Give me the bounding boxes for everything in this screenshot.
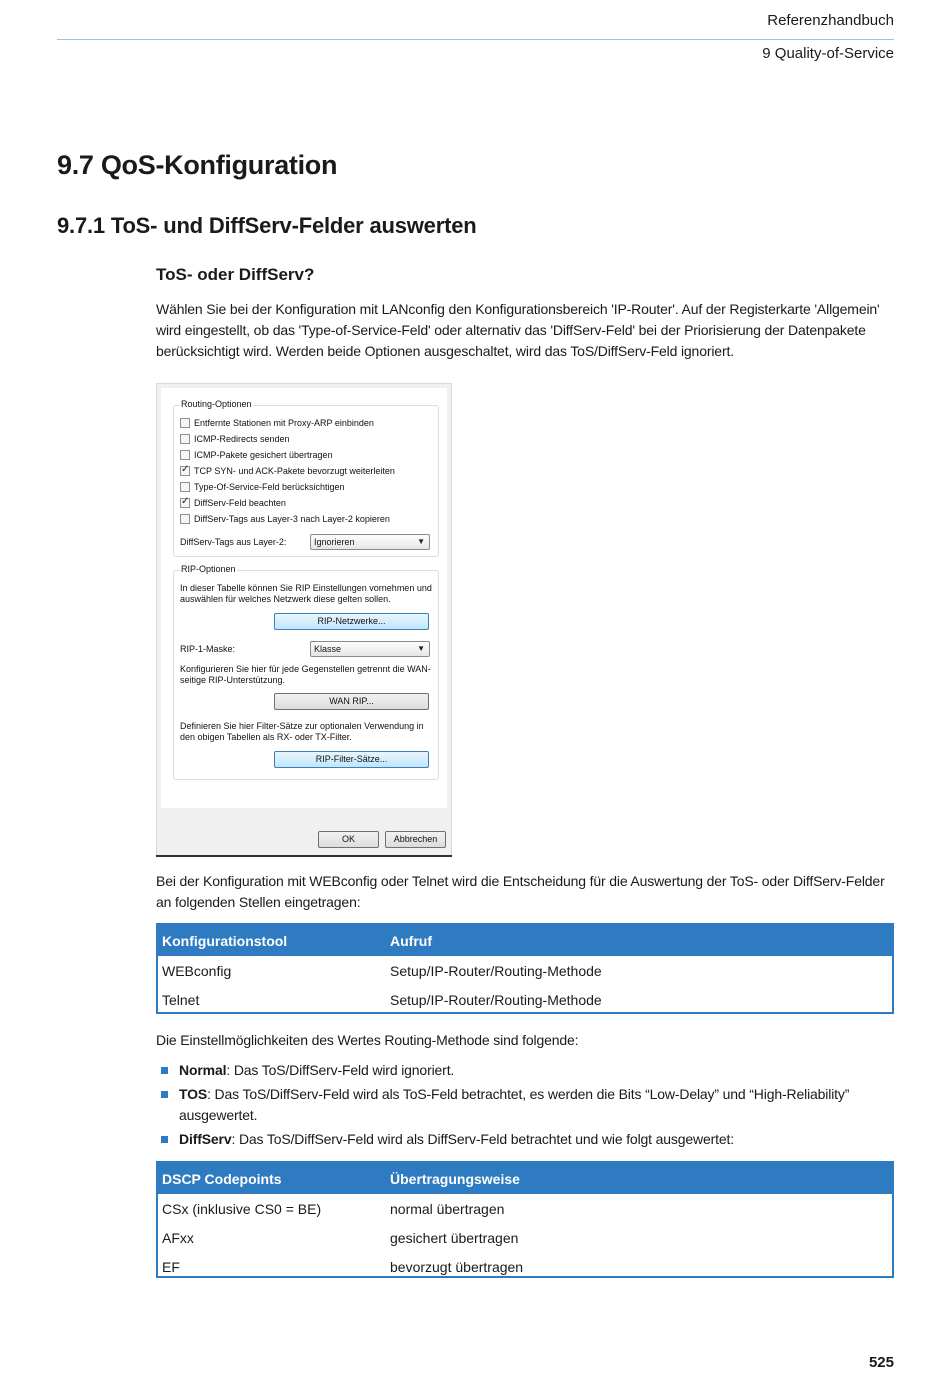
table-cell: Setup/IP-Router/Routing-Methode <box>390 991 602 1008</box>
table-cell: WEBconfig <box>162 962 232 979</box>
list-term: Normal <box>179 1062 227 1078</box>
topic-heading: ToS- oder DiffServ? <box>156 265 315 284</box>
table-row <box>158 1252 892 1281</box>
table-row <box>158 956 892 985</box>
list-text: : Das ToS/DiffServ-Feld wird ignoriert. <box>226 1062 455 1078</box>
list-text: : Das ToS/DiffServ-Feld wird als ToS-Feld betrachtet, es werden die Bits “Low-Delay” und “High-Reliability” ausgewertet. <box>179 1086 850 1123</box>
screenshot-bottom-border <box>156 855 452 857</box>
list-item <box>156 1084 894 1126</box>
rip-filter-button[interactable]: RIP-Filter-Sätze... <box>274 751 429 768</box>
table-header <box>158 925 892 956</box>
wan-rip-description: Konfigurieren Sie hier für jede Gegenstellen getrennt die WAN-seitige RIP-Unterstützung. <box>180 664 431 685</box>
table-cell: Telnet <box>162 991 200 1008</box>
table-cell: AFxx <box>162 1229 194 1246</box>
diffserv-layer2-select[interactable]: Ignorieren ▼ <box>310 534 430 550</box>
routing-options-group <box>173 399 439 557</box>
checkbox-diffserv[interactable] <box>180 497 286 509</box>
routing-options-label: Routing-Optionen <box>181 399 252 409</box>
checkbox-type-of-service[interactable] <box>180 481 345 493</box>
table-cell: normal übertragen <box>390 1200 505 1217</box>
checkbox-box[interactable] <box>180 418 190 428</box>
checkbox-box-checked[interactable] <box>180 466 190 476</box>
rip-options-label: RIP-Optionen <box>181 564 236 574</box>
checkbox-box[interactable] <box>180 450 190 460</box>
wan-rip-button[interactable]: WAN RIP... <box>274 693 429 710</box>
list-item <box>156 1060 894 1081</box>
checkbox-label: DiffServ-Feld beachten <box>194 498 286 508</box>
running-header-title: Referenzhandbuch <box>767 12 894 29</box>
checkbox-label: TCP SYN- und ACK-Pakete bevorzugt weiterleiten <box>194 466 395 476</box>
list-term: DiffServ <box>179 1131 232 1147</box>
running-header-chapter: 9 Quality-of-Service <box>762 45 894 62</box>
checkbox-box[interactable] <box>180 482 190 492</box>
config-tool-table <box>156 923 894 1014</box>
checkbox-label: Entfernte Stationen mit Proxy-ARP einbinden <box>194 418 374 428</box>
ok-button[interactable]: OK <box>318 831 379 848</box>
rip-networks-button[interactable]: RIP-Netzwerke... <box>274 613 429 630</box>
list-item <box>156 1129 894 1150</box>
rip-options-group <box>173 564 439 780</box>
table-cell: CSx (inklusive CS0 = BE) <box>162 1200 322 1217</box>
checkbox-proxy-arp[interactable] <box>180 417 374 429</box>
checkbox-box-checked[interactable] <box>180 498 190 508</box>
table-cell: EF <box>162 1258 180 1275</box>
bullet-square-icon <box>161 1091 168 1098</box>
list-term: TOS <box>179 1086 208 1102</box>
checkbox-box[interactable] <box>180 514 190 524</box>
diffserv-layer2-label: DiffServ-Tags aus Layer-2: <box>180 537 287 547</box>
checkbox-icmp-redirects[interactable] <box>180 433 290 445</box>
table-row <box>158 985 892 1014</box>
table-cell: bevorzugt übertragen <box>390 1258 524 1275</box>
routing-method-paragraph: Die Einstellmöglichkeiten des Wertes Routing-Methode sind folgende: <box>156 1032 579 1048</box>
bullet-square-icon <box>161 1067 168 1074</box>
rip-table-description: In dieser Tabelle können Sie RIP Einstellungen vornehmen und auswählen für welches Netzwerk diese gelten sollen. <box>180 583 432 604</box>
webconfig-paragraph: Bei der Konfiguration mit WEBconfig oder Telnet wird die Entscheidung für die Auswertung der ToS- oder DiffServ-Felder an folgenden Stellen eingetragen: <box>156 873 885 910</box>
checkbox-label: DiffServ-Tags aus Layer-3 nach Layer-2 kopieren <box>194 514 390 524</box>
table-cell: Setup/IP-Router/Routing-Methode <box>390 962 602 979</box>
rip-filter-description: Definieren Sie hier Filter-Sätze zur optionalen Verwendung in den obigen Tabellen als RX- oder TX-Filter. <box>180 721 424 742</box>
checkbox-label: ICMP-Pakete gesichert übertragen <box>194 450 333 460</box>
table-row <box>158 1194 892 1223</box>
page-number: 525 <box>868 1354 894 1371</box>
header-transmission: Übertragungsweise <box>390 1170 520 1187</box>
checkbox-label: ICMP-Redirects senden <box>194 434 290 444</box>
header-divider <box>57 39 894 40</box>
table-cell: gesichert übertragen <box>390 1229 519 1246</box>
checkbox-label: Type-Of-Service-Feld berücksichtigen <box>194 482 345 492</box>
header-dscp-codepoints: DSCP Codepoints <box>162 1170 282 1187</box>
checkbox-tcp-syn-ack[interactable] <box>180 465 395 477</box>
section-heading: 9.7 QoS-Konfiguration <box>57 150 338 180</box>
checkbox-icmp-secured[interactable] <box>180 449 333 461</box>
bullet-square-icon <box>161 1136 168 1143</box>
rip1-mask-label: RIP-1-Maske: <box>180 644 236 654</box>
checkbox-diffserv-copy[interactable] <box>180 513 390 525</box>
intro-paragraph: Wählen Sie bei der Konfiguration mit LANconfig den Konfigurationsbereich 'IP-Router'. Auf der Registerkarte 'Allgemein' wird eingestellt, ob das 'Type-of-Service-Feld' oder alternativ das 'DiffServ-Feld' bei der Priorisierung der Datenpakete berücksichtigt wird. Werden beide Optionen ausgeschaltet, wird das ToS/DiffServ-Feld ignoriert. <box>156 301 880 359</box>
dialog-content <box>161 388 447 808</box>
list-text: : Das ToS/DiffServ-Feld wird als DiffServ-Feld betrachtet und wie folgt ausgewertet: <box>231 1131 735 1147</box>
dscp-table <box>156 1161 894 1278</box>
header-config-tool: Konfigurationstool <box>162 932 288 949</box>
routing-method-list <box>156 1060 894 1153</box>
ip-router-dialog-screenshot <box>156 383 452 857</box>
rip1-mask-select[interactable]: Klasse ▼ <box>310 641 430 657</box>
table-row <box>158 1223 892 1252</box>
cancel-button[interactable]: Abbrechen <box>385 831 446 848</box>
header-call: Aufruf <box>390 932 432 949</box>
checkbox-box[interactable] <box>180 434 190 444</box>
subsection-heading: 9.7.1 ToS- und DiffServ-Felder auswerten <box>57 213 477 238</box>
table-header <box>158 1163 892 1194</box>
